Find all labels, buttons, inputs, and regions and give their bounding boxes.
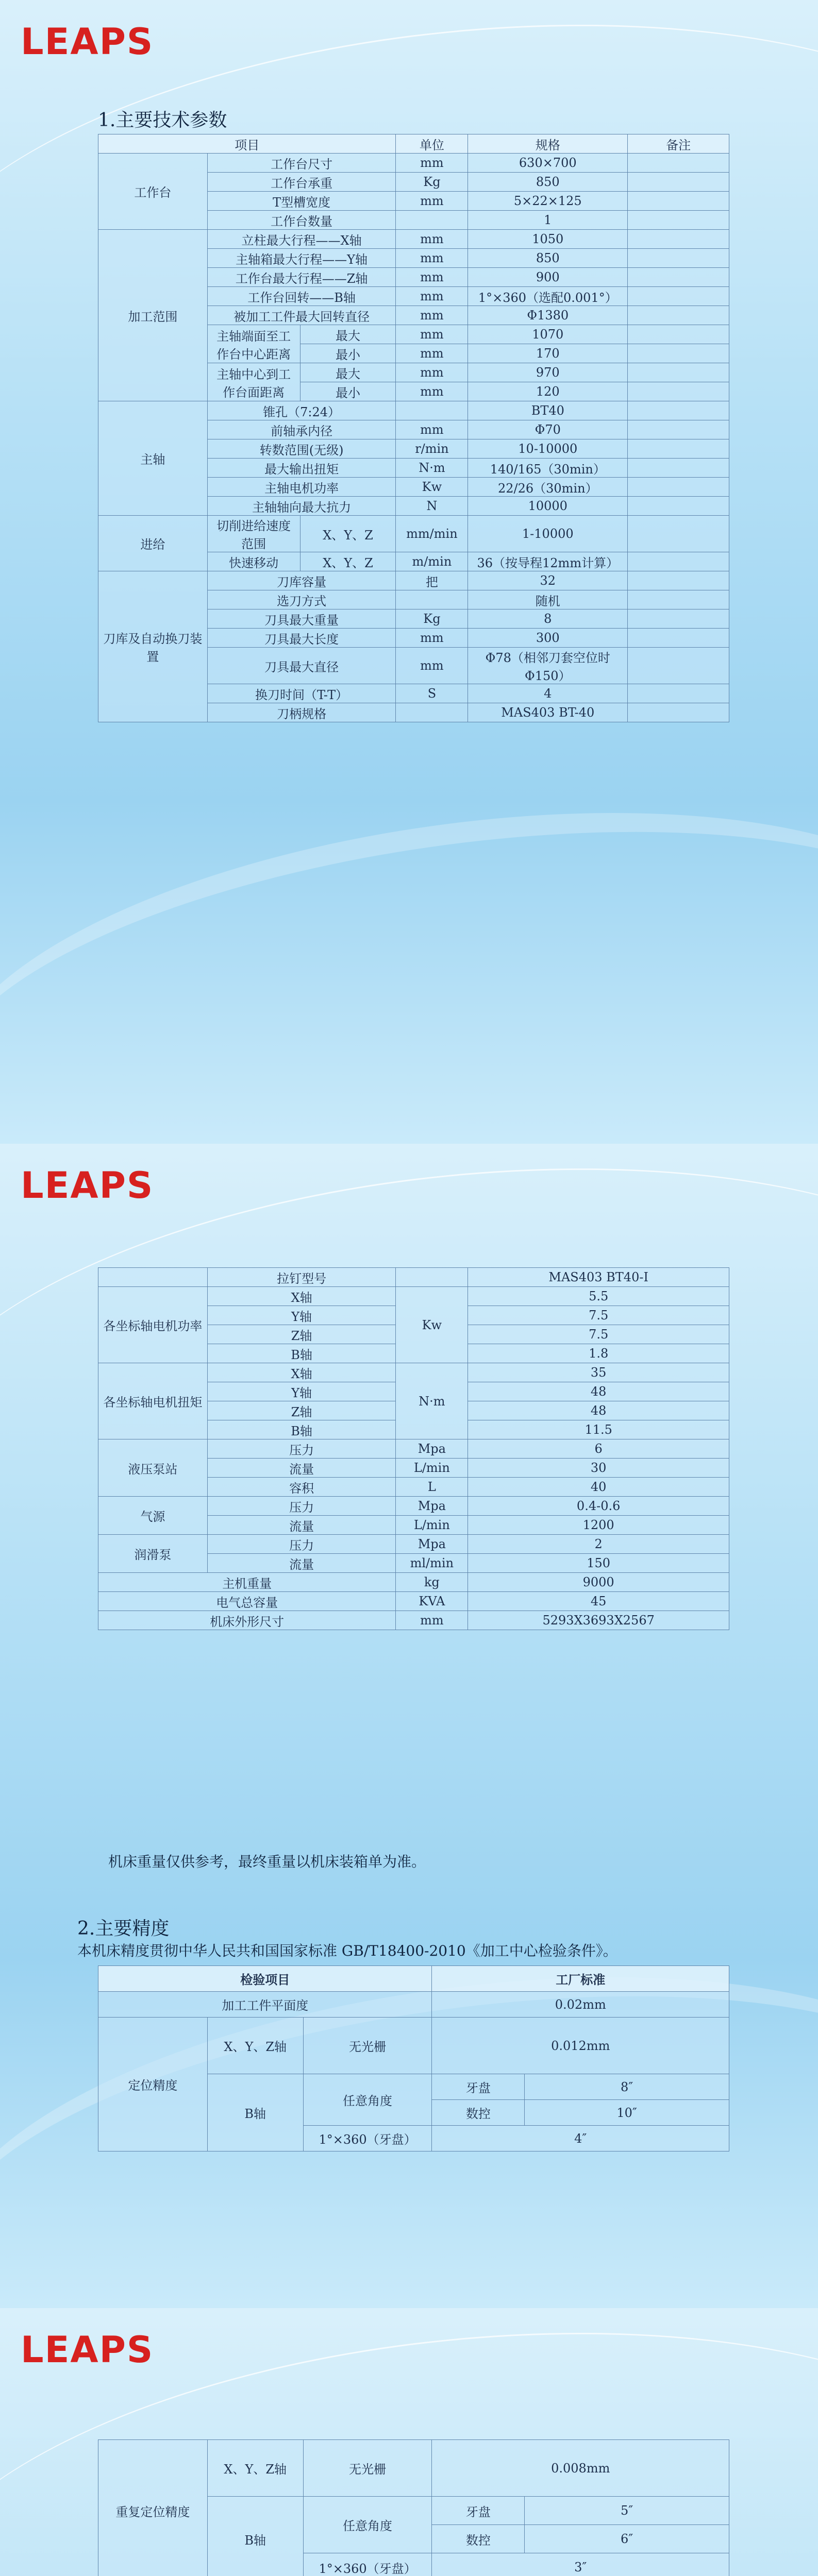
spec-unit: mm	[396, 420, 468, 439]
spec-item: 刀柄规格	[207, 703, 396, 722]
spec-value: 48	[468, 1382, 729, 1401]
spec-value: 36（按导程12mm计算）	[468, 552, 628, 571]
spec-unit: N	[396, 497, 468, 516]
spec-table-continued	[98, 1267, 729, 1630]
spec-row	[98, 1439, 729, 1459]
spec-item: 主轴端面至工作台中心距离	[207, 325, 300, 363]
spec-subitem: 最小	[300, 382, 396, 401]
flatness-label: 加工工件平面度	[98, 1992, 432, 2018]
spec-item: 压力	[207, 1535, 396, 1554]
spec-item: 流量	[207, 1554, 396, 1573]
spec-subitem: 最小	[300, 344, 396, 363]
spec-value: 6	[468, 1439, 729, 1459]
spec-subitem: X、Y、Z	[300, 516, 396, 552]
spec-unit: Kw	[396, 1287, 468, 1363]
spec-value: 140/165（30min）	[468, 459, 628, 478]
spec-remark	[628, 420, 729, 439]
spec-unit: KVA	[396, 1592, 468, 1611]
spec-item: 工作台最大行程——Z轴	[207, 268, 396, 287]
spec-item: X轴	[207, 1363, 396, 1382]
spec-row	[98, 1268, 729, 1287]
spec-remark	[628, 382, 729, 401]
spec-group: 加工范围	[98, 230, 208, 401]
spec-item: 压力	[207, 1439, 396, 1459]
spec-unit: S	[396, 684, 468, 703]
positioning-label: 定位精度	[98, 2018, 208, 2151]
spec-row	[98, 1573, 729, 1592]
spec-remark	[628, 552, 729, 571]
spec-value: 1200	[468, 1516, 729, 1535]
spec-unit: mm	[396, 249, 468, 268]
leaps-logo: LEAPS	[21, 21, 154, 63]
spec-row	[98, 230, 729, 249]
spec-item: 刀具最大重量	[207, 609, 396, 629]
spec-value: 2	[468, 1535, 729, 1554]
spec-item: T型槽宽度	[207, 192, 396, 211]
spec-value: 45	[468, 1592, 729, 1611]
spec-unit	[396, 401, 468, 420]
indexing-label: 1°×360（牙盘）	[303, 2553, 432, 2576]
spec-value: MAS403 BT40-Ⅰ	[468, 1268, 729, 1287]
spec-unit: Kw	[396, 478, 468, 497]
grating-label: 无光栅	[303, 2440, 432, 2497]
spec-item: 主机重量	[98, 1573, 396, 1592]
header-remark: 备注	[628, 134, 729, 154]
spec-value: 32	[468, 571, 628, 590]
spec-item: X轴	[207, 1287, 396, 1306]
header-unit: 单位	[396, 134, 468, 154]
spec-unit: mm	[396, 306, 468, 325]
spec-value: Φ70	[468, 420, 628, 439]
spec-item: Y轴	[207, 1382, 396, 1401]
spec-item: 工作台承重	[207, 173, 396, 192]
spec-remark	[628, 590, 729, 609]
spec-row	[98, 1363, 729, 1382]
spec-value: 48	[468, 1401, 729, 1420]
spec-item: 前轴承内径	[207, 420, 396, 439]
indexing-label: 1°×360（牙盘）	[303, 2126, 432, 2151]
spec-unit: m/min	[396, 552, 468, 571]
spec-value: 850	[468, 249, 628, 268]
spec-item: 电气总容量	[98, 1592, 396, 1611]
spec-value: 170	[468, 344, 628, 363]
spec-subitem: 最大	[300, 363, 396, 382]
spec-unit: mm	[396, 325, 468, 344]
spec-remark	[628, 363, 729, 382]
rep-digital-value: 6″	[525, 2525, 729, 2553]
spec-remark	[628, 325, 729, 344]
spec-value: 4	[468, 684, 628, 703]
spec-item: 被加工工件最大回转直径	[207, 306, 396, 325]
spec-value: MAS403 BT-40	[468, 703, 628, 722]
spec-group: 刀库及自动换刀装置	[98, 571, 208, 722]
spec-value: 630×700	[468, 154, 628, 173]
spec-item: 主轴箱最大行程——Y轴	[207, 249, 396, 268]
spec-group	[98, 1268, 208, 1287]
spec-remark	[628, 306, 729, 325]
spec-page-2	[0, 1144, 818, 2308]
spec-value: 8	[468, 609, 628, 629]
spec-item: 压力	[207, 1497, 396, 1516]
spec-value: BT40	[468, 401, 628, 420]
spec-remark	[628, 609, 729, 629]
spec-value: 5293X3693X2567	[468, 1611, 729, 1630]
spec-value: 300	[468, 629, 628, 648]
spec-item: B轴	[207, 1344, 396, 1363]
spec-item: 主轴电机功率	[207, 478, 396, 497]
teeth-label: 牙盘	[432, 2497, 525, 2525]
spec-item: 选刀方式	[207, 590, 396, 609]
spec-group: 液压泵站	[98, 1439, 208, 1497]
spec-remark	[628, 516, 729, 552]
spec-value: 10-10000	[468, 439, 628, 459]
spec-row	[98, 1497, 729, 1516]
spec-item: B轴	[207, 1420, 396, 1439]
spec-value: 1	[468, 211, 628, 230]
spec-item: 锥孔（7:24）	[207, 401, 396, 420]
spec-item: Y轴	[207, 1306, 396, 1325]
spec-item: 刀库容量	[207, 571, 396, 590]
spec-subitem: 最大	[300, 325, 396, 344]
spec-value: 1°×360（选配0.001°）	[468, 287, 628, 306]
repeat-accuracy-table	[98, 2439, 729, 2576]
spec-value: 0.4-0.6	[468, 1497, 729, 1516]
spec-remark	[628, 571, 729, 590]
spec-item: 容积	[207, 1478, 396, 1497]
spec-value: 9000	[468, 1573, 729, 1592]
spec-value: 11.5	[468, 1420, 729, 1439]
spec-value: 40	[468, 1478, 729, 1497]
spec-unit: mm	[396, 344, 468, 363]
spec-item: 快速移动	[207, 552, 300, 571]
spec-item: 立柱最大行程——X轴	[207, 230, 396, 249]
spec-item: 拉钉型号	[207, 1268, 396, 1287]
spec-page-3	[0, 2308, 818, 2576]
xyz-label: X、Y、Z轴	[207, 2440, 303, 2497]
spec-item: 转数范围(无级)	[207, 439, 396, 459]
digital-label: 数控	[432, 2100, 525, 2126]
spec-item: 换刀时间（T-T）	[207, 684, 396, 703]
spec-value: 1050	[468, 230, 628, 249]
spec-remark	[628, 230, 729, 249]
rep-xyz-value: 0.008mm	[432, 2440, 729, 2497]
spec-row	[98, 1287, 729, 1306]
spec-unit: Mpa	[396, 1535, 468, 1554]
spec-item: 刀具最大长度	[207, 629, 396, 648]
spec-item: 工作台数量	[207, 211, 396, 230]
spec-item: 主轴轴向最大抗力	[207, 497, 396, 516]
spec-row	[98, 1592, 729, 1611]
pos-xyz-value: 0.012mm	[432, 2018, 729, 2074]
spec-item: 最大输出扭矩	[207, 459, 396, 478]
spec-page-1	[0, 0, 818, 1144]
spec-unit: mm	[396, 192, 468, 211]
header-factory-standard: 工厂标准	[432, 1966, 729, 1992]
pos-digital-value: 10″	[525, 2100, 729, 2126]
spec-item: 流量	[207, 1516, 396, 1535]
spec-unit: ml/min	[396, 1554, 468, 1573]
spec-value: 随机	[468, 590, 628, 609]
spec-item: 机床外形尺寸	[98, 1611, 396, 1630]
spec-unit: 把	[396, 571, 468, 590]
spec-unit: r/min	[396, 439, 468, 459]
spec-value: 10000	[468, 497, 628, 516]
spec-remark	[628, 268, 729, 287]
spec-item: 工作台回转——B轴	[207, 287, 396, 306]
leaps-logo: LEAPS	[21, 2329, 154, 2371]
spec-group: 润滑泵	[98, 1535, 208, 1573]
spec-unit	[396, 590, 468, 609]
spec-value: 900	[468, 268, 628, 287]
spec-remark	[628, 287, 729, 306]
spec-unit: mm	[396, 154, 468, 173]
spec-group: 工作台	[98, 154, 208, 230]
spec-unit: Mpa	[396, 1497, 468, 1516]
spec-item: 刀具最大直径	[207, 648, 396, 684]
rep-teeth-value: 5″	[525, 2497, 729, 2525]
spec-unit: mm	[396, 363, 468, 382]
spec-item: 切削进给速度范围	[207, 516, 300, 552]
spec-remark	[628, 703, 729, 722]
teeth-label: 牙盘	[432, 2074, 525, 2100]
header-spec: 规格	[468, 134, 628, 154]
spec-item: Z轴	[207, 1325, 396, 1344]
spec-unit: N·m	[396, 1363, 468, 1439]
weight-footnote: 机床重量仅供参考，最终重量以机床装箱单为准。	[108, 1853, 426, 1870]
spec-unit: mm	[396, 382, 468, 401]
spec-group: 主轴	[98, 401, 208, 516]
spec-item: 流量	[207, 1459, 396, 1478]
spec-value: Φ78（相邻刀套空位时Φ150）	[468, 648, 628, 684]
header-check-item: 检验项目	[98, 1966, 432, 1992]
spec-group: 进给	[98, 516, 208, 571]
spec-item: 工作台尺寸	[207, 154, 396, 173]
spec-remark	[628, 439, 729, 459]
pos-teeth-value: 8″	[525, 2074, 729, 2100]
spec-value: 35	[468, 1363, 729, 1382]
spec-value: 970	[468, 363, 628, 382]
spec-row	[98, 1535, 729, 1554]
spec-remark	[628, 648, 729, 684]
spec-unit: Kg	[396, 173, 468, 192]
spec-remark	[628, 249, 729, 268]
spec-unit: mm	[396, 648, 468, 684]
spec-unit: mm/min	[396, 516, 468, 552]
spec-remark	[628, 192, 729, 211]
accuracy-table	[98, 1965, 729, 2151]
section-title-specs: 1.主要技术参数	[98, 110, 227, 131]
spec-value: 1-10000	[468, 516, 628, 552]
spec-remark	[628, 344, 729, 363]
spec-value: 1070	[468, 325, 628, 344]
rep-indexing-value: 3″	[432, 2553, 729, 2576]
spec-row	[98, 516, 729, 552]
spec-value: 5.5	[468, 1287, 729, 1306]
spec-unit: mm	[396, 629, 468, 648]
xyz-label: X、Y、Z轴	[207, 2018, 303, 2074]
leaps-logo: LEAPS	[21, 1164, 154, 1207]
spec-value: 120	[468, 382, 628, 401]
spec-subitem: X、Y、Z	[300, 552, 396, 571]
spec-unit: kg	[396, 1573, 468, 1592]
section-title-accuracy: 2.主要精度	[77, 1918, 170, 1939]
spec-group: 各坐标轴电机扭矩	[98, 1363, 208, 1439]
spec-unit: mm	[396, 268, 468, 287]
accuracy-standard-note: 本机床精度贯彻中华人民共和国国家标准 GB/T18400-2010《加工中心检验条件》。	[77, 1942, 617, 1959]
spec-row	[98, 1611, 729, 1630]
spec-value: 850	[468, 173, 628, 192]
spec-table	[98, 134, 729, 722]
spec-value: Φ1380	[468, 306, 628, 325]
spec-remark	[628, 401, 729, 420]
digital-label: 数控	[432, 2525, 525, 2553]
spec-value: 1.8	[468, 1344, 729, 1363]
spec-row	[98, 571, 729, 590]
spec-value: 7.5	[468, 1306, 729, 1325]
spec-unit: Mpa	[396, 1439, 468, 1459]
repeat-positioning-label: 重复定位精度	[98, 2440, 208, 2576]
grating-label: 无光栅	[303, 2018, 432, 2074]
spec-remark	[628, 459, 729, 478]
spec-group: 各坐标轴电机功率	[98, 1287, 208, 1363]
spec-unit: L	[396, 1478, 468, 1497]
spec-remark	[628, 478, 729, 497]
header-item: 项目	[98, 134, 396, 154]
spec-remark	[628, 629, 729, 648]
spec-unit: mm	[396, 287, 468, 306]
spec-value: 5×22×125	[468, 192, 628, 211]
spec-value: 30	[468, 1459, 729, 1478]
any-angle-label: 任意角度	[303, 2074, 432, 2126]
spec-remark	[628, 154, 729, 173]
spec-remark	[628, 173, 729, 192]
spec-value: 150	[468, 1554, 729, 1573]
spec-group: 气源	[98, 1497, 208, 1535]
spec-item: Z轴	[207, 1401, 396, 1420]
any-angle-label: 任意角度	[303, 2497, 432, 2553]
spec-unit: mm	[396, 230, 468, 249]
spec-unit: mm	[396, 1611, 468, 1630]
spec-unit	[396, 1268, 468, 1287]
flatness-value: 0.02mm	[432, 1992, 729, 2018]
spec-value: 7.5	[468, 1325, 729, 1344]
b-axis-label: B轴	[207, 2074, 303, 2151]
spec-unit: N·m	[396, 459, 468, 478]
table-header-row	[98, 134, 729, 154]
spec-unit: Kg	[396, 609, 468, 629]
spec-unit: L/min	[396, 1516, 468, 1535]
spec-unit: L/min	[396, 1459, 468, 1478]
spec-remark	[628, 684, 729, 703]
pos-indexing-value: 4″	[432, 2126, 729, 2151]
spec-unit	[396, 703, 468, 722]
spec-row	[98, 401, 729, 420]
spec-row	[98, 154, 729, 173]
spec-item: 主轴中心到工作台面距离	[207, 363, 300, 401]
spec-value: 22/26（30min）	[468, 478, 628, 497]
spec-unit	[396, 211, 468, 230]
b-axis-label: B轴	[207, 2497, 303, 2576]
spec-remark	[628, 497, 729, 516]
spec-remark	[628, 211, 729, 230]
